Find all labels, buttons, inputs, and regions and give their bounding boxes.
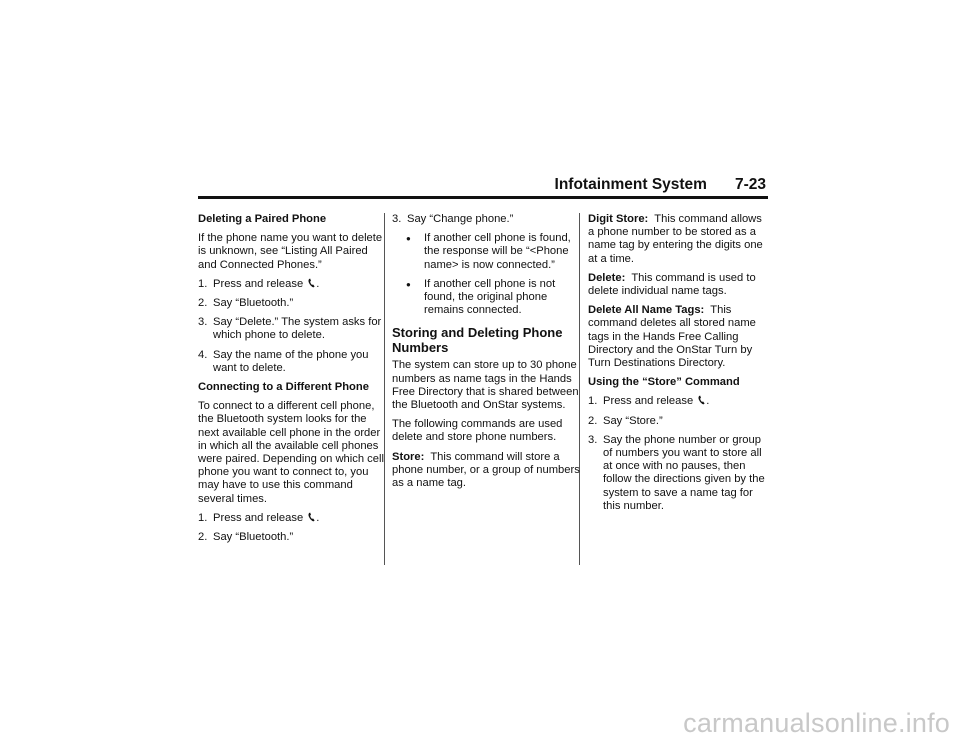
step-text: Say the phone number or group of numbers you want to store all at once with no pauses, then follow the directions given by the system to save a name tag for this number. bbox=[603, 433, 765, 512]
heading-using-store-command: Using the “Store” Command bbox=[588, 376, 740, 389]
bullet-icon: ● bbox=[406, 234, 411, 244]
definition-delete-all bbox=[588, 304, 768, 370]
step bbox=[198, 297, 388, 310]
header-title bbox=[555, 176, 766, 194]
column-1 bbox=[198, 213, 388, 550]
step-number: 3. bbox=[198, 316, 208, 329]
step-number: 1. bbox=[588, 395, 598, 408]
bullet-icon: ● bbox=[406, 279, 411, 289]
step-text-post: . bbox=[706, 395, 710, 408]
definition-delete-text: This command is used to delete individual name tags. bbox=[588, 271, 756, 298]
step-text: Say “Bluetooth.” bbox=[213, 297, 294, 310]
step-text-post: . bbox=[316, 511, 320, 524]
step bbox=[198, 316, 388, 342]
bullet-text: If another cell phone is not found, the original phone remains connected. bbox=[424, 277, 556, 317]
page-header bbox=[198, 176, 766, 196]
bullet-text: If another cell phone is found, the response will be “<Phone name> is now connected.” bbox=[424, 232, 571, 271]
header-rule bbox=[198, 196, 768, 199]
step-text-pre: Press and release bbox=[213, 277, 307, 290]
step-text-pre: Press and release bbox=[213, 511, 307, 524]
step-number: 3. bbox=[392, 213, 402, 225]
step bbox=[588, 415, 768, 428]
step bbox=[198, 512, 388, 525]
step-text bbox=[213, 278, 388, 291]
step bbox=[392, 213, 582, 226]
step-number: 1. bbox=[198, 511, 208, 524]
term-delete: Delete: bbox=[588, 271, 626, 284]
bullet-item bbox=[392, 232, 582, 272]
paragraph-store-intro: The system can store up to 30 phone numbers as name tags in the Hands Free Directory that is shared between the Bluetooth and OnStar systems. bbox=[392, 359, 579, 412]
heading-deleting-paired-phone: Deleting a Paired Phone bbox=[198, 213, 327, 225]
step-number: 1. bbox=[198, 277, 208, 290]
step-text: Say the name of the phone you want to delete. bbox=[213, 348, 369, 374]
step-text: Say “Bluetooth.” bbox=[213, 531, 294, 544]
step bbox=[588, 395, 768, 408]
step-text-post: . bbox=[316, 277, 320, 290]
step-number: 2. bbox=[198, 531, 208, 544]
term-delete-all: Delete All Name Tags: bbox=[588, 304, 705, 317]
step-text-pre: Press and release bbox=[603, 395, 697, 408]
step-number: 3. bbox=[588, 433, 598, 446]
heading-storing-deleting: Storing and Deleting Phone Numbers bbox=[392, 325, 563, 356]
phone-talk-icon bbox=[307, 278, 315, 288]
watermark: carmanualsonline.info bbox=[683, 708, 950, 738]
page-number: 7-23 bbox=[734, 176, 766, 193]
phone-talk-icon bbox=[307, 512, 315, 522]
step-number: 2. bbox=[588, 414, 598, 427]
heading-connecting-different-phone: Connecting to a Different Phone bbox=[198, 381, 369, 394]
definition-digit-store bbox=[588, 213, 768, 266]
step bbox=[198, 349, 388, 375]
step bbox=[198, 278, 388, 291]
step-text: Say “Store.” bbox=[603, 414, 663, 427]
definition-store-text: This command will store a phone number, or a group of numbers as a name tag. bbox=[392, 450, 580, 490]
step bbox=[198, 531, 388, 544]
step-text bbox=[603, 395, 768, 408]
paragraph-following-commands: The following commands are used delete and store phone numbers. bbox=[392, 418, 563, 444]
step-number: 4. bbox=[198, 348, 208, 361]
term-digit-store: Digit Store: bbox=[588, 213, 649, 225]
column-2 bbox=[392, 213, 582, 496]
step-text: Say “Delete.” The system asks for which phone to delete. bbox=[213, 316, 382, 342]
definition-delete-all-text: This command deletes all stored name tags in the Hands Free Calling Directory and the OnStar Turn by Turn Destinations Directory. bbox=[588, 304, 756, 370]
paragraph-delete-intro: If the phone name you want to delete is unknown, see “Listing All Paired and Connected Phones.” bbox=[198, 232, 383, 271]
definition-digit-store-text: This command allows a phone number to be stored as a name tag by entering the digits one at a time. bbox=[588, 213, 763, 265]
paragraph-connect: To connect to a different cell phone, the Bluetooth system looks for the next available cell phone in the order in which all the available cell phones were paired. Depending on which cell phone you want to connect to, you may have to use this command several times. bbox=[198, 400, 384, 505]
bullet-item bbox=[392, 278, 582, 318]
section-title: Infotainment System bbox=[554, 176, 707, 193]
step-number: 2. bbox=[198, 297, 208, 310]
step-text bbox=[213, 512, 388, 525]
step-text: Say “Change phone.” bbox=[407, 213, 514, 225]
column-3 bbox=[588, 213, 768, 519]
definition-delete bbox=[588, 272, 768, 298]
definition-store bbox=[392, 451, 582, 491]
phone-talk-icon bbox=[697, 395, 705, 405]
term-store: Store: bbox=[392, 450, 425, 463]
step bbox=[588, 434, 768, 513]
